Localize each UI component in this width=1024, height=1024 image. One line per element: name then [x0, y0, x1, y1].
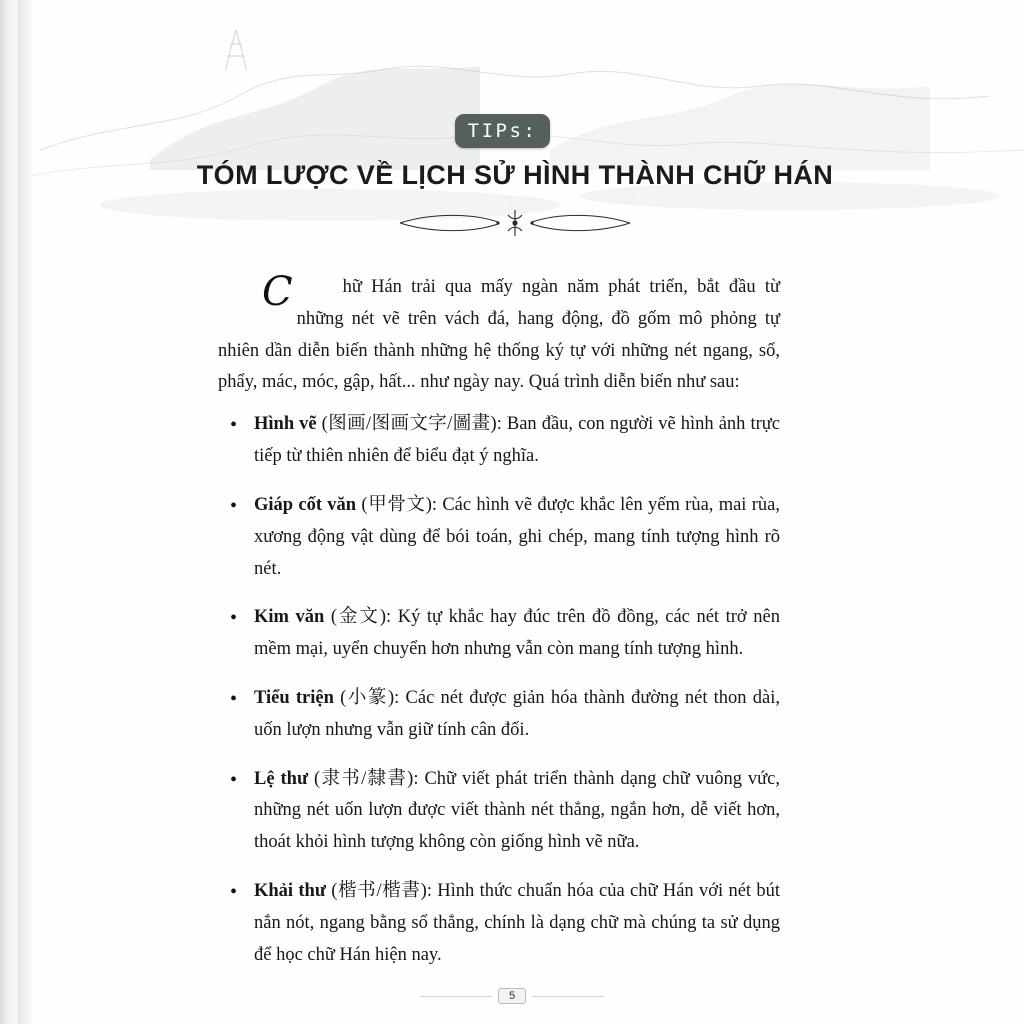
evolution-steps-list	[218, 409, 780, 971]
article-body	[218, 269, 781, 988]
page-number-value: 5	[498, 988, 526, 1004]
list-item	[218, 876, 780, 971]
item-description: : Các nét được giản hóa thành đường nét thon dài, uốn lượn nhưng vẫn giữ tính cân đối.	[254, 687, 780, 740]
item-description: : Chữ viết phát triển thành dạng chữ vuông vức, những nét uốn lượn được viết thành nét thẳng, ngắn hơn, dễ viết hơn, thoát khỏi hình tượng không còn giống hình vẽ nữa.	[254, 768, 780, 853]
term-label: Hình vẽ	[254, 414, 317, 435]
ornamental-divider	[380, 206, 650, 240]
lead-paragraph	[218, 269, 780, 399]
han-characters: (楷书/楷書)	[325, 881, 427, 901]
page-number	[0, 988, 1024, 1004]
han-characters: (图画/图画文字/圖畫)	[316, 414, 497, 435]
term-label: Tiểu triện	[254, 687, 334, 708]
list-item	[218, 602, 780, 666]
list-item	[218, 490, 780, 585]
term-label: Lệ thư	[254, 768, 309, 789]
item-description: : Hình thức chuẩn hóa của chữ Hán với nét bút nắn nót, ngang bằng sổ thẳng, chính là dạng chữ mà chúng ta sử dụng để học chữ Hán hiện nay.	[254, 881, 781, 965]
tips-badge: TIPs:	[455, 114, 550, 148]
item-description: : Ban đầu, con người vẽ hình ảnh trực tiếp từ thiên nhiên để biểu đạt ý nghĩa.	[254, 414, 780, 467]
item-description: : Các hình vẽ được khắc lên yếm rùa, mai rùa, xương động vật dùng để bói toán, ghi chép, mang tính tượng hình rõ nét.	[254, 494, 780, 579]
list-item	[218, 764, 780, 859]
item-description: : Ký tự khắc hay đúc trên đồ đồng, các nét trở nên mềm mại, uyển chuyển hơn nhưng vẫn còn mang tính tượng hình.	[254, 607, 780, 660]
han-characters: (小篆)	[333, 687, 395, 708]
term-label: Giáp cốt văn	[254, 494, 357, 515]
list-item	[218, 409, 780, 473]
drop-cap: C	[262, 269, 293, 315]
term-label: Kim văn	[254, 607, 325, 628]
lead-paragraph-text: hữ Hán trải qua mấy ngàn năm phát triển, bắt đầu từ những nét vẽ trên vách đá, hang động, đồ gốm mô phỏng tự nhiên dần diễn biến thành những hệ thống ký tự với những nét ngang, sổ, phẩy, mác, móc, gập, hất... như ngày nay. Quá trình diễn biến như sau:	[218, 277, 780, 393]
list-item	[218, 683, 780, 747]
han-characters: (隶书/隸書)	[308, 768, 414, 789]
term-label: Khải thư	[254, 881, 326, 901]
han-characters: (金文)	[324, 607, 387, 628]
han-characters: (甲骨文)	[356, 494, 432, 515]
page-title: TÓM LƯỢC VỀ LỊCH SỬ HÌNH THÀNH CHỮ HÁN	[196, 160, 834, 190]
